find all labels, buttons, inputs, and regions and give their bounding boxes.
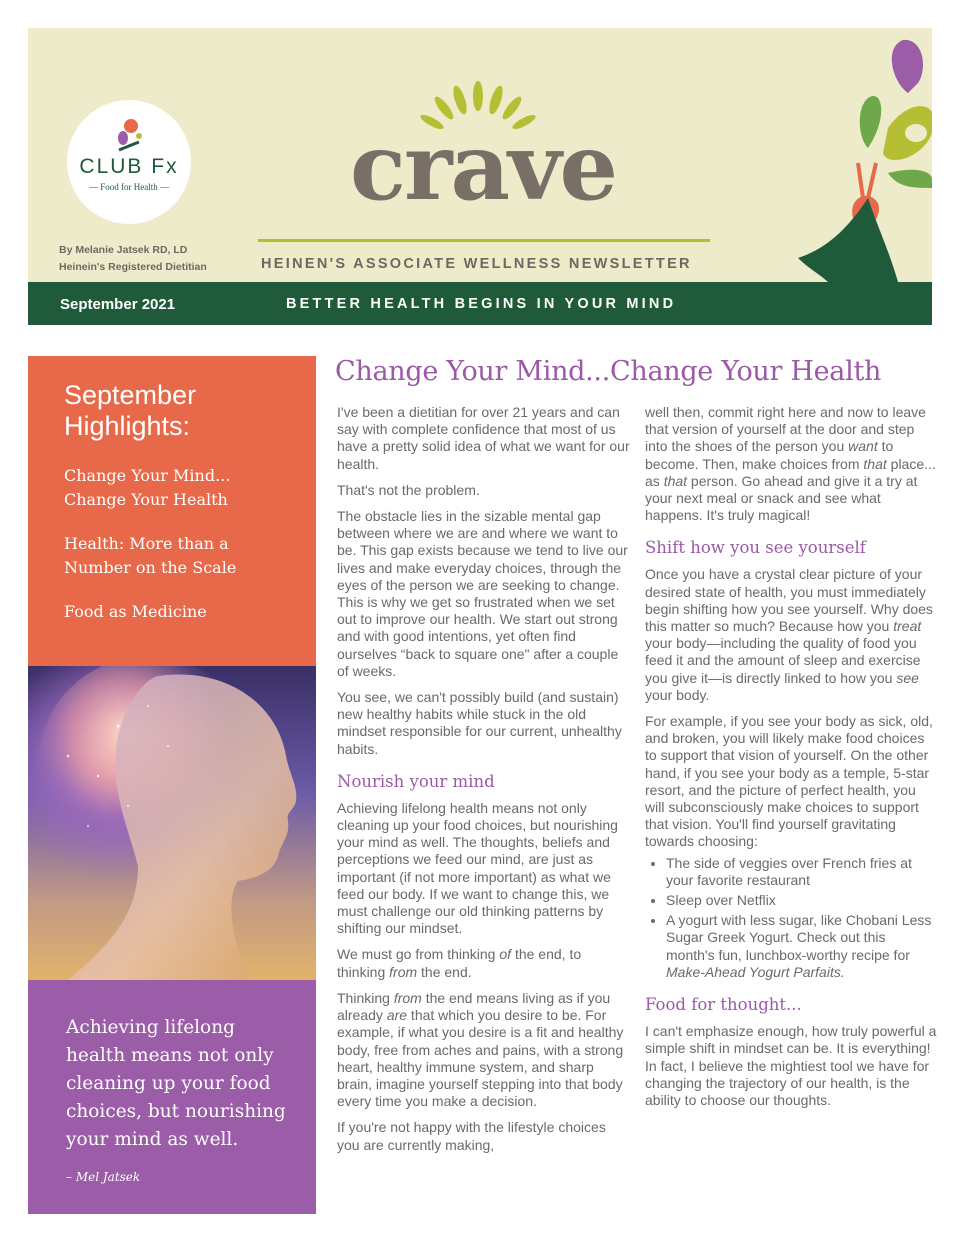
highlights-title-line: September [64, 380, 197, 410]
paragraph [645, 1023, 937, 1109]
highlight-line: Health: More than a [64, 534, 229, 553]
paragraph [337, 689, 631, 758]
paragraph [337, 482, 631, 499]
highlight-item[interactable] [64, 464, 304, 512]
logo-tagline: — Food for Health — [89, 182, 169, 192]
text-run: the end, to thinking [337, 946, 582, 980]
bullet-list [645, 855, 937, 981]
section-heading: Shift how you see yourself [645, 538, 866, 558]
masthead-title: crave [349, 113, 617, 221]
paragraph [337, 800, 631, 938]
highlight-item[interactable] [64, 532, 304, 580]
section-heading: Food for thought... [645, 995, 802, 1015]
text-run: Once you have a crystal clear picture of your desired state of health, you must immediately begin shifting how you see yourself. Why does this matter so much? Because how you [645, 566, 933, 635]
italic-text: that [863, 455, 887, 472]
highlights-box [28, 356, 316, 666]
highlights-title-line: Highlights: [64, 411, 191, 441]
text-run: place... as [645, 455, 936, 489]
logo-vegetables-icon [109, 114, 149, 154]
text-run: your body. [645, 686, 710, 703]
text-run: The obstacle lies in the sizable mental gap between where we are and where we want to be. This gap exists because we tend to live our lives and make everyday choices, through the eyes of the person we are seeking to change. This is why we get so frustrated when we set out to improve our health. We start out strong and with good intentions, yet often find ourselves “back to square one" after a couple of weeks. [337, 508, 628, 679]
paragraph [645, 404, 937, 524]
text-run: I've been a dietitian for over 21 years and can say with complete confidence that most of us have a pretty solid idea of what we want for our health. [337, 404, 630, 472]
paragraph [645, 713, 937, 851]
text-run: That's not the problem. [337, 481, 480, 498]
text-run: You see, we can't possibly build (and sustain) new healthy habits while stuck in the old mindset responsible for our current, unhealthy habits. [337, 689, 622, 757]
text-run: Achieving lifelong health means not only cleaning up your food choices, but nourishing your mind as well. The thoughts, beliefs and perceptions we feed our mind, are just as important (if not more important) as what we feed our body. If we want to change this, we must challenge our old thinking patterns by shifting our mindset. [337, 799, 618, 937]
section-heading: Nourish your mind [337, 771, 495, 791]
italic-text: from [389, 963, 418, 980]
highlight-line: Change Your Health [64, 490, 228, 509]
text-run: your body—including the quality of food you feed it and the amount of sleep and exercise you give it—is directly linked to how you [645, 635, 921, 686]
paragraph [645, 566, 937, 704]
highlight-line: Change Your Mind... [64, 466, 231, 485]
italic-text: treat [893, 618, 922, 635]
text-run: A yogurt with less sugar, like Chobani Less Sugar Greek Yogurt. Check out this month's fun, lunchbox-worthy recipe for [666, 912, 932, 963]
text-run: well then, commit right here and now to leave that version of yourself at the door and step into the shoes of the person you [645, 404, 926, 455]
list-item [666, 892, 937, 909]
italic-text: that [663, 472, 688, 489]
paragraph [337, 404, 631, 473]
vegetables-illustration [768, 28, 932, 282]
paragraph [337, 1119, 631, 1153]
text-run: We must go from thinking [337, 946, 500, 963]
highlight-item[interactable] [64, 600, 304, 624]
byline-role: Heinein's Registered Dietitian [59, 261, 207, 273]
text-run: the end. [417, 963, 472, 980]
issue-date: September 2021 [60, 296, 176, 313]
text-run: to become. Then, make choices from [645, 438, 894, 472]
pull-quote [28, 980, 316, 1214]
text-run: Sleep over Netflix [666, 892, 776, 909]
club-fx-logo [67, 100, 191, 224]
quote-author: – Mel Jatsek [66, 1170, 141, 1184]
woman-silhouette [28, 666, 316, 980]
paragraph [337, 946, 631, 980]
text-run: the end means living as if you already [337, 989, 611, 1024]
divider [258, 239, 710, 242]
italic-text: of [499, 946, 512, 963]
highlights-title [64, 380, 196, 442]
paragraph [337, 990, 631, 1110]
italic-text: from [393, 989, 422, 1006]
italic-text: see [896, 669, 919, 686]
article-title: Change Your Mind...Change Your Health [335, 356, 882, 387]
list-item [666, 912, 937, 981]
text-run: If you're not happy with the lifestyle choices you are currently making, [337, 1119, 606, 1153]
text-run: person. Go ahead and give it a try at your next meal or snack and see what happens. It's truly magical! [645, 472, 918, 524]
italic-text: are [386, 1007, 408, 1024]
logo-name: CLUB Fx [79, 155, 179, 178]
text-run: For example, if you see your body as sick, old, and broken, you will likely make food choices to support that vision of yourself. On the other hand, if you see your body as a temple, 5-star resort, and the picture of perfect health, you will subconsciously make choices to support that vision. You'll find yourself gravitating towards choosing: [645, 713, 933, 850]
highlight-line: Number on the Scale [64, 558, 237, 577]
paragraph [337, 508, 631, 680]
issue-band [28, 282, 932, 325]
byline [59, 242, 207, 276]
issue-tagline: BETTER HEALTH BEGINS IN YOUR MIND [286, 296, 677, 312]
woman-profile-photo [28, 666, 316, 980]
quote-text: Achieving lifelong health means not only cleaning up your food choices, but nourishing your mind as well. [66, 1017, 286, 1150]
highlight-line: Food as Medicine [64, 602, 207, 621]
article-column-2 [645, 404, 937, 1118]
italic-text: Make-Ahead Yogurt Parfaits. [666, 963, 845, 980]
text-run: The side of veggies over French fries at your favorite restaurant [666, 854, 912, 888]
list-item [666, 855, 937, 889]
text-run: that which you desire to be. For example, if what you desire is a fit and healthy body, free from aches and pains, with a strong heart, healthy immune system, and sharp brain, imagine yourself stepping into that body every time you make a decision. [337, 1007, 624, 1110]
text-run: I can't emphasize enough, how truly powerful a simple shift in mindset can be. It is everything! In fact, I believe the mightiest tool we have for changing the trajectory of our health, is the ability to choose our thoughts. [645, 1023, 937, 1108]
italic-text: want [848, 438, 878, 455]
text-run: Thinking [337, 989, 394, 1006]
byline-author: By Melanie Jatsek RD, LD [59, 244, 188, 256]
newsletter-subtitle: HEINEN'S ASSOCIATE WELLNESS NEWSLETTER [261, 256, 692, 272]
article-column-1 [337, 404, 631, 1163]
